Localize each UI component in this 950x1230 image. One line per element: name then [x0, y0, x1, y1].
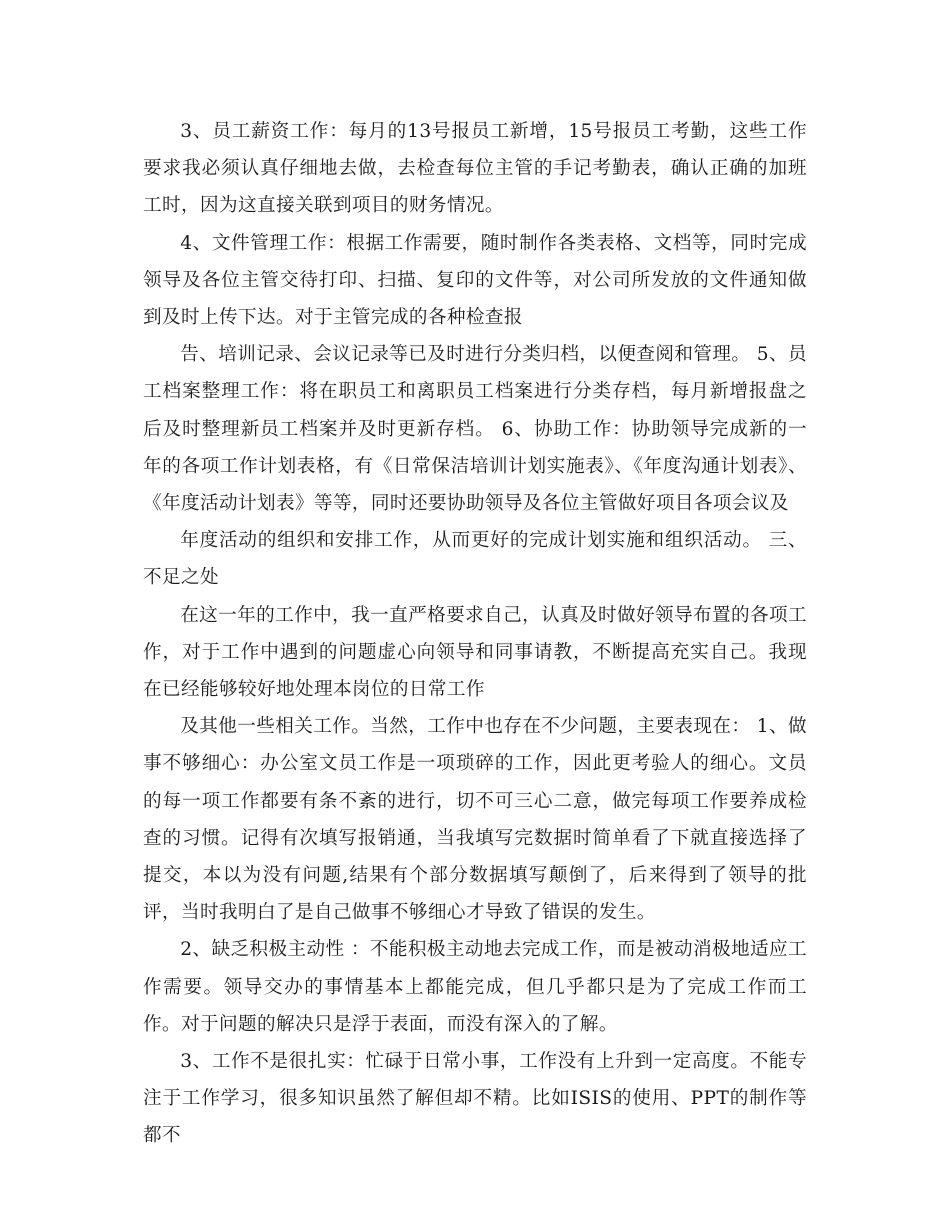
paragraph-lack-initiative: 2、缺乏积极主动性 ：不能积极主动地去完成工作，而是被动消极地适应工作需要。领导交办的事情基本上都能完成，但几乎都只是为了完成工作而工作。对于问题的解决只是浮于表面，而没有深入的了解。	[143, 939, 807, 1035]
paragraph-not-solid: 3、工作不是很扎实：忙碌于日常小事，工作没有上升到一定高度。不能专注于工作学习，很多知识虽然了解但却不精。比如ISIS的使用、PPT的制作等都不	[143, 1051, 807, 1147]
paragraph-not-careful: 及其他一些相关工作。当然，工作中也存在不少问题，主要表现在： 1、做事不够细心：办公室文员工作是一项琐碎的工作，因此更考验人的细心。文员的每一项工作都要有条不紊的进行，切不可三心二意，做完每项工作要养成检查的习惯。记得有次填写报销通，当我填写完数据时简单看了下就直接选择了提交，本以为没有问题,结果有个部分数据填写颠倒了，后来得到了领导的批评，当时我明白了是自己做事不够细心才导致了错误的发生。	[143, 716, 807, 924]
paragraph-archiving-and-assistance: 告、培训记录、会议记录等已及时进行分类归档，以便查阅和管理。 5、员工档案整理工作：将在职员工和离职员工档案进行分类存档，每月新增报盘之后及时整理新员工档案并及时更新存档。 6、协助工作：协助领导完成新的一年的各项工作计划表格，有《日常保洁培训计划实施表》、《年度沟通计划表》、《年度活动计划表》等等，同时还要协助领导及各位主管做好项目各项会议及	[143, 344, 807, 515]
paragraph-salary-work: 3、员工薪资工作：每月的13号报员工新增，15号报员工考勤，这些工作要求我必须认真仔细地去做，去检查每位主管的手记考勤表，确认正确的加班工时，因为这直接关联到项目的财务情况。	[143, 121, 807, 217]
paragraph-activities-shortcomings: 年度活动的组织和安排工作，从而更好的完成计划实施和组织活动。 三、不足之处	[143, 530, 807, 589]
paragraph-year-review: 在这一年的工作中，我一直严格要求自己，认真及时做好领导布置的各项工作，对于工作中遇到的问题虚心向领导和同事请教，不断提高充实自己。我现在已经能够较好地处理本岗位的日常工作	[143, 604, 807, 701]
paragraph-file-management: 4、文件管理工作：根据工作需要，随时制作各类表格、文档等，同时完成领导及各位主管交待打印、扫描、复印的文件等，对公司所发放的文件通知做到及时上传下达。对于主管完成的各种检查报	[143, 232, 807, 329]
document-body	[143, 113, 807, 1155]
